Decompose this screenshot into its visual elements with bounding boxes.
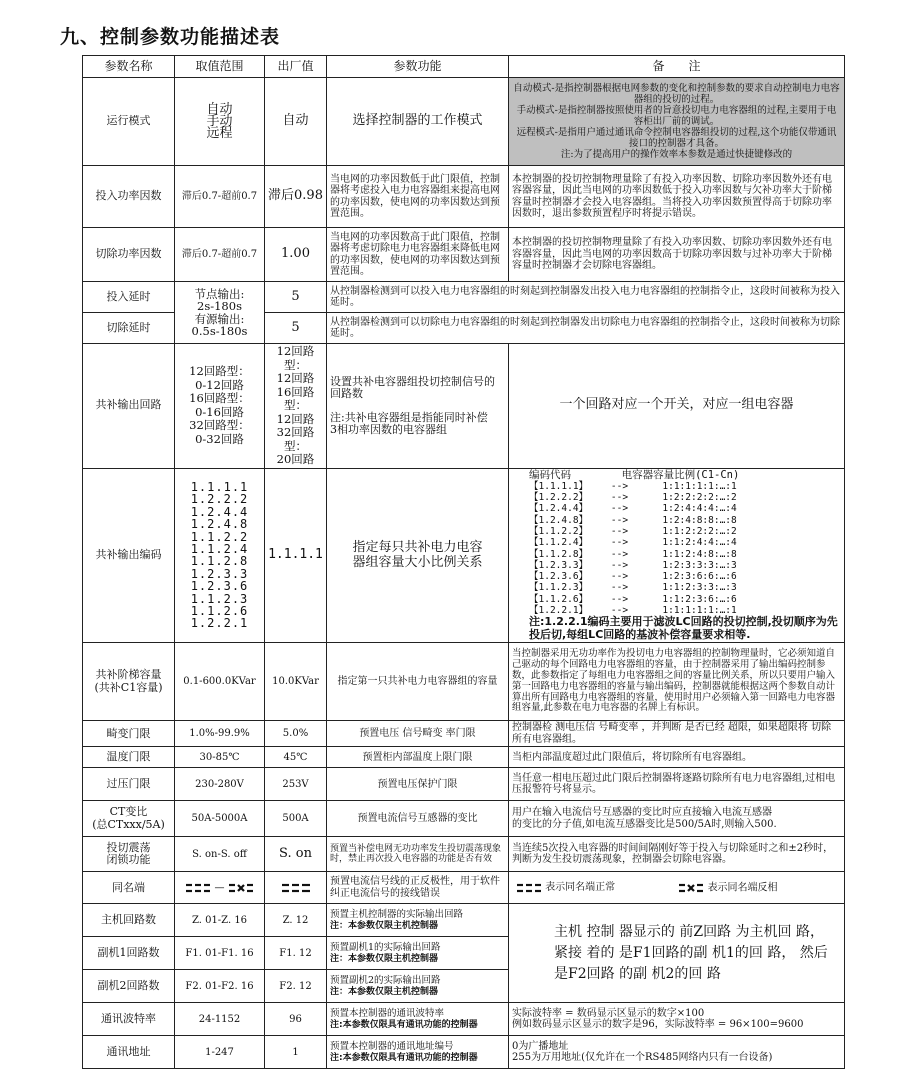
param-function [327, 937, 509, 970]
param-note: 用户在输入电流信号互感器的变比时应直接输入电流互感器 的变比的分子值,如电流互感器变比是500/5A时,则输入500. [509, 801, 845, 837]
parameter-table [82, 55, 845, 1069]
param-function: 预置电压 信号畸变 率门限 [327, 721, 509, 747]
table-row [83, 721, 845, 747]
param-name: 通讯波特率 [83, 1003, 175, 1036]
polarity-normal-icon [185, 882, 211, 894]
param-function [327, 1003, 509, 1036]
function-text: 预置副机1的实际输出回路 [330, 941, 441, 953]
param-function: 预置当补偿电网无功功率发生投切震荡现象时，禁止再次投入电容器的功能是否有效 [327, 837, 509, 872]
table-row [83, 1003, 845, 1036]
coding-note-remark: 注:1.2.2.1编码主要用于滤波LC回路的投切控制,投切顺序为先投后切,每组LC回路的基波补偿容量要求相等. [529, 615, 838, 641]
param-name: 主机回路数 [83, 904, 175, 937]
function-remark: 注：本参数仅限主机控制器 [330, 953, 439, 964]
param-default: 1 [265, 1036, 327, 1069]
param-note: 本控制器的投切控制物理量除了有投入功率因数、切除功率因数外还有电容器容量，因此当电网的功率因数高于切除功率因数与过补功率大于阶梯容量时控制器才会切除电容器组。 [509, 228, 845, 282]
table-row [83, 872, 845, 904]
loops-note: 主机 控制 器显示的 前Z回路 为主机回 路， 紧接 着的 是F1回路的副 机1的回 路， 然后 是F2回路 的副 机2的回 路 [509, 904, 845, 1003]
param-range: 230-280V [175, 768, 265, 801]
header-default: 出厂值 [265, 56, 327, 78]
table-row [83, 344, 845, 469]
param-default: 253V [265, 768, 327, 801]
param-name: 投入功率因数 [83, 166, 175, 228]
param-range: 滞后0.7-超前0.7 [175, 228, 265, 282]
param-name: 共补输出编码 [83, 468, 175, 643]
function-remark: 注:本参数仅限具有通讯功能的控制器 [330, 1052, 478, 1063]
param-function [327, 904, 509, 937]
header-name: 参数名称 [83, 56, 175, 78]
polarity-reverse-icon [678, 882, 704, 894]
polarity-range-dash: — [214, 882, 225, 894]
param-note: 控制器检 测电压信 号畸变率 ，并判断 是否已经 超限，如果超限将 切除所有电容器组。 [509, 721, 845, 747]
polarity-normal-icon [281, 882, 311, 894]
param-function: 预置电流信号线的正反极性，用于软件纠正电流信号的接线错误 [327, 872, 509, 904]
param-range: 12回路型： 0-12回路 16回路型： 0-16回路 32回路型： 0-32回路 [175, 344, 265, 469]
param-name: 温度门限 [83, 747, 175, 768]
param-name: 切除功率因数 [83, 228, 175, 282]
param-function: 预置电流信号互感器的变比 [327, 801, 509, 837]
param-range: 1-247 [175, 1036, 265, 1069]
param-function: 预置电压保护门限 [327, 768, 509, 801]
table-row [83, 768, 845, 801]
param-note: 实际波特率 = 数码显示区显示的数字×100 例如数码显示区显示的数字是96，实际波特率 = 96×100=9600 [509, 1003, 845, 1036]
polarity-reverse-icon [228, 882, 254, 894]
param-default: 12回路型： 12回路 16回路型： 12回路 32回路型： 20回路 [265, 344, 327, 469]
coding-note-header: 编码代码 电容器容量比例(C1-Cn) [529, 468, 740, 481]
function-text: 预置主机控制器的实际输出回路 [330, 908, 464, 920]
param-default: 5 [265, 282, 327, 313]
param-default: 10.0KVar [265, 643, 327, 721]
param-range: 1.0%-99.9% [175, 721, 265, 747]
param-default: 滞后0.98 [265, 166, 327, 228]
table-row [83, 78, 845, 166]
param-function: 指定每只共补电力电容 器组容量大小比例关系 [327, 468, 509, 643]
header-function: 参数功能 [327, 56, 509, 78]
param-function [327, 970, 509, 1003]
function-text: 预置副机2的实际输出回路 [330, 974, 441, 986]
param-note [509, 468, 845, 643]
param-note: 一个回路对应一个开关，对应一组电容器 [509, 344, 845, 469]
param-note: 当控制器采用无功功率作为投切电力电容器组的控制物理量时，它必须知道自己驱动的每个回路电力电容器组的容量，由于控制器采用了输出编码控制参数，此参数指定了每组电力电容器组之间的容量比例关系，所以只要用户输入第一回路电力电容器组的容量与输出编码，控制器就能根据这两个参数自动计算出所有回路电力电容器组的容量，使用时用户必须输入第一回路电力电容器组容量,此参数在电力电容器的名牌上有标识。 [509, 643, 845, 721]
param-default: 1.00 [265, 228, 327, 282]
param-function: 当电网的功率因数高于此门限值，控制器将考虑切除电力电容器组来降低电网的功率因数，使电网的功率因数达到预置范围。 [327, 228, 509, 282]
param-function: 选择控制器的工作模式 [327, 78, 509, 166]
param-default: F1. 12 [265, 937, 327, 970]
page-title: 九、控制参数功能描述表 [60, 26, 281, 48]
param-default: 500A [265, 801, 327, 837]
header-range: 取值范围 [175, 56, 265, 78]
param-function: 当电网的功率因数低于此门限值，控制器将考虑投入电力电容器组来提高电网的功率因数，使电网的功率因数达到预置范围。 [327, 166, 509, 228]
param-default: 45℃ [265, 747, 327, 768]
function-remark: 注：本参数仅限主机控制器 [330, 920, 439, 931]
coding-note-list: 【1.1.1.1】 --> 1:1:1:1:1:…:1 【1.2.2.2】 --> 1:2:2:2:2:…:2 【1.2.4.4】 --> 1:2:4:4:4:…:4 【1.2.4.8】 --> 1:2:4:8:8:…:8 【1.1.2.2】 --> 1:1:2:2:2:…:2 【1.1.2.4】 --> 1:1:2:4:4:…:4 【1.1.2.8】 --> 1:1:2:4:8:…:8 【1.2.3.3】 --> 1:2:3:3:3:…:3 【1.2.3.6】 --> 1:2:3:6:6:…:6 【1.1.2.3】 --> 1:1:2:3:3:…:3 【1.1.2.6】 --> 1:1:2:3:6:…:6 【1.2.2.1】 --> 1:1:1:1:1:…:1 [529, 480, 737, 617]
polarity-normal-label: 表示同名端正常 [545, 882, 616, 894]
param-note: 0为广播地址 255为万用地址(仅允许在一个RS485网络内只有一台设备) [509, 1036, 845, 1069]
param-range: 自动 手动 远程 [175, 78, 265, 166]
param-range: 24-1152 [175, 1003, 265, 1036]
param-name: 共补阶梯容量 (共补C1容量) [83, 643, 175, 721]
param-name: 副机2回路数 [83, 970, 175, 1003]
header-note: 备 注 [509, 56, 845, 78]
polarity-reverse-label: 表示同名端反相 [707, 882, 778, 894]
param-default: S. on [265, 837, 327, 872]
param-function: 从控制器检测到可以投入电力电容器组的时刻起到控制器发出投入电力电容器组的控制指令止，这段时间被称为投入延时。 [327, 282, 845, 313]
table-row [83, 904, 845, 937]
param-note: 自动模式-是指控制器根据电网参数的变化和控制参数的要求自动控制电力电容器组的投切的过程。 手动模式-是指控制器按照使用者的旨意投切电力电容器组的过程,主要用于电容柜出厂前的调试。 远程模式-是指用户通过通讯命令控制电容器组投切的过程,这个功能仅带通讯接口的控制器才具备。 注:为了提高用户的操作效率本参数是通过快捷键修改的 [509, 78, 845, 166]
param-name: 畸变门限 [83, 721, 175, 747]
param-range: F1. 01-F1. 16 [175, 937, 265, 970]
param-note: 当柜内部温度超过此门限值后，将切除所有电容器组。 [509, 747, 845, 768]
param-note: 本控制器的投切控制物理量除了有投入功率因数、切除功率因数外还有电容器容量，因此当电网的功率因数低于投入功率因数与欠补功率大于阶梯容量时控制器才会投入电容器组。当将投入功率因数预置得高于切除功率因数时，退出参数预置程序时将提示错误。 [509, 166, 845, 228]
table-row [83, 801, 845, 837]
param-default: F2. 12 [265, 970, 327, 1003]
param-function: 设置共补电容器组投切控制信号的回路数 注:共补电容器组是指能同时补偿 3相功率因数的电容器组 [327, 344, 509, 469]
param-name: 通讯地址 [83, 1036, 175, 1069]
param-name: 投切震荡 闭锁功能 [83, 837, 175, 872]
param-name: CT变比 (总CTxxx/5A) [83, 801, 175, 837]
table-row [83, 282, 845, 313]
param-note [509, 872, 845, 904]
param-note: 当任意一相电压超过此门限后控制器将逐路切除所有电力电容器组,过相电压报警符号将显示。 [509, 768, 845, 801]
param-name: 同名端 [83, 872, 175, 904]
param-default: Z. 12 [265, 904, 327, 937]
param-default [265, 872, 327, 904]
table-header-row [83, 56, 845, 78]
param-function: 指定第一只共补电力电容器组的容量 [327, 643, 509, 721]
param-name: 共补输出回路 [83, 344, 175, 469]
param-name: 过压门限 [83, 768, 175, 801]
function-text: 预置本控制器的通讯地址编号 [330, 1040, 454, 1052]
param-default: 5.0% [265, 721, 327, 747]
param-name: 投入延时 [83, 282, 175, 313]
param-function: 从控制器检测到可以切除电力电容器组的时刻起到控制器发出切除电力电容器组的控制指令止，这段时间被称为切除延时。 [327, 313, 845, 344]
param-name: 运行模式 [83, 78, 175, 166]
param-range: 滞后0.7-超前0.7 [175, 166, 265, 228]
param-range: S. on-S. off [175, 837, 265, 872]
param-note: 当连续5次投入电容器的时间间隔刚好等于投入与切除延时之和±2秒时，判断为发生投切震荡现象，控制器会切除电容器。 [509, 837, 845, 872]
param-function: 预置柜内部温度上限门限 [327, 747, 509, 768]
table-row [83, 228, 845, 282]
table-row [83, 1036, 845, 1069]
param-range: 0.1-600.0KVar [175, 643, 265, 721]
param-function [327, 1036, 509, 1069]
param-name: 切除延时 [83, 313, 175, 344]
param-default: 96 [265, 1003, 327, 1036]
polarity-normal-icon [516, 882, 542, 894]
param-default: 5 [265, 313, 327, 344]
param-name: 副机1回路数 [83, 937, 175, 970]
table-row [83, 837, 845, 872]
function-remark: 注：本参数仅限主机控制器 [330, 986, 439, 997]
param-range: 50A-5000A [175, 801, 265, 837]
param-range [175, 872, 265, 904]
param-range: Z. 01-Z. 16 [175, 904, 265, 937]
table-row [83, 643, 845, 721]
function-text: 预置本控制器的通讯波特率 [330, 1007, 445, 1019]
function-remark: 注:本参数仅限具有通讯功能的控制器 [330, 1019, 478, 1030]
param-default: 1.1.1.1 [265, 468, 327, 643]
param-range: 30-85℃ [175, 747, 265, 768]
param-default: 自动 [265, 78, 327, 166]
table-row [83, 166, 845, 228]
param-range: 1.1.1.1 1.2.2.2 1.2.4.4 1.2.4.8 1.1.2.2 1.1.2.4 1.1.2.8 1.2.3.3 1.2.3.6 1.1.2.3 1.1.2.6 1.2.2.1 [175, 468, 265, 643]
table-row [83, 747, 845, 768]
param-range: 节点输出: 2s-180s 有源输出: 0.5s-180s [175, 282, 265, 344]
table-row [83, 468, 845, 643]
param-range: F2. 01-F2. 16 [175, 970, 265, 1003]
